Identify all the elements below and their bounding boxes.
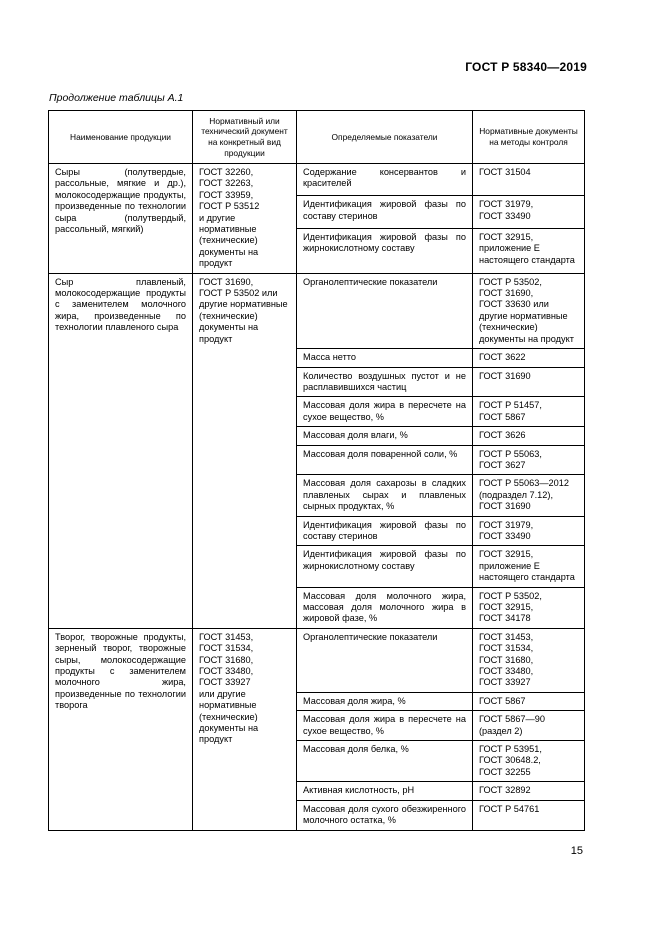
indicator-cell: Массовая доля жира в пересчете на сухое вещество, % [297, 711, 473, 741]
product-document-cell: ГОСТ 31453, ГОСТ 31534, ГОСТ 31680, ГОСТ 33480, ГОСТ 33927 или другие нормативные (технические) документы на продукт [193, 628, 297, 830]
table-row [49, 628, 585, 692]
table-body [49, 164, 585, 831]
method-document-cell: ГОСТ 31453, ГОСТ 31534, ГОСТ 31680, ГОСТ 33480, ГОСТ 33927 [473, 628, 585, 692]
indicator-cell: Массовая доля поваренной соли, % [297, 445, 473, 475]
method-document-cell: ГОСТ 31504 [473, 164, 585, 196]
indicator-cell: Массовая доля жира в пересчете на сухое вещество, % [297, 397, 473, 427]
indicator-cell: Органолептические показатели [297, 273, 473, 348]
indicator-cell: Массовая доля влаги, % [297, 427, 473, 445]
indicator-cell: Количество воздушных пустот и не расплавившихся частиц [297, 367, 473, 397]
indicator-cell: Массовая доля молочного жира, массовая доля молочного жира в жировой фазе, % [297, 587, 473, 628]
column-header-product: Наименование продукции [49, 111, 193, 164]
method-document-cell: ГОСТ 31690 [473, 367, 585, 397]
method-document-cell: ГОСТ 32915, приложение Е настоящего стандарта [473, 546, 585, 587]
indicator-cell: Масса нетто [297, 349, 473, 367]
products-table [48, 110, 585, 831]
table-header-row [49, 111, 585, 164]
page-number: 15 [570, 845, 583, 857]
method-document-cell: ГОСТ 32892 [473, 782, 585, 800]
method-document-cell: ГОСТ Р 53951, ГОСТ 30648.2, ГОСТ 32255 [473, 741, 585, 782]
method-document-cell: ГОСТ 31979, ГОСТ 33490 [473, 196, 585, 228]
indicator-cell: Массовая доля белка, % [297, 741, 473, 782]
method-document-cell: ГОСТ Р 53502, ГОСТ 31690, ГОСТ 33630 или другие нормативные (технические) документы на продукт [473, 273, 585, 348]
method-document-cell: ГОСТ Р 53502, ГОСТ 32915, ГОСТ 34178 [473, 587, 585, 628]
indicator-cell: Массовая доля жира, % [297, 692, 473, 710]
product-document-cell: ГОСТ 31690, ГОСТ Р 53502 или другие нормативные (технические) документы на продукт [193, 273, 297, 628]
standard-designation: ГОСТ Р 58340—2019 [465, 60, 587, 74]
table-row [49, 164, 585, 196]
indicator-cell: Идентификация жировой фазы по жирнокислотному составу [297, 228, 473, 273]
method-document-cell: ГОСТ 5867 [473, 692, 585, 710]
indicator-cell: Активная кислотность, pH [297, 782, 473, 800]
method-document-cell: ГОСТ Р 55063—2012 (подраздел 7.12), ГОСТ 31690 [473, 475, 585, 516]
method-document-cell: ГОСТ 3622 [473, 349, 585, 367]
method-document-cell: ГОСТ 5867—90 (раздел 2) [473, 711, 585, 741]
method-document-cell: ГОСТ Р 54761 [473, 800, 585, 830]
method-document-cell: ГОСТ 31979, ГОСТ 33490 [473, 516, 585, 546]
method-document-cell: ГОСТ Р 55063, ГОСТ 3627 [473, 445, 585, 475]
method-document-cell: ГОСТ Р 51457, ГОСТ 5867 [473, 397, 585, 427]
indicator-cell: Массовая доля сухого обезжиренного молочного остатка, % [297, 800, 473, 830]
method-document-cell: ГОСТ 32915, приложение Е настоящего стандарта [473, 228, 585, 273]
indicator-cell: Идентификация жировой фазы по составу стеринов [297, 516, 473, 546]
indicator-cell: Идентификация жировой фазы по жирнокислотному составу [297, 546, 473, 587]
product-document-cell: ГОСТ 32260, ГОСТ 32263, ГОСТ 33959, ГОСТ Р 53512 и другие нормативные (технические) документы на продукт [193, 164, 297, 274]
product-name-cell: Сыр плавленый, молокосодержащие продукты с заменителем молочного жира, произведенные по технологии плавленого сыра [49, 273, 193, 628]
column-header-methods: Нормативные документы на методы контроля [473, 111, 585, 164]
table-row [49, 273, 585, 348]
method-document-cell: ГОСТ 3626 [473, 427, 585, 445]
table-caption: Продолжение таблицы А.1 [49, 92, 184, 104]
indicator-cell: Содержание консервантов и красителей [297, 164, 473, 196]
column-header-indicators: Определяемые показатели [297, 111, 473, 164]
column-header-document: Нормативный или технический документ на конкретный вид продукции [193, 111, 297, 164]
product-name-cell: Творог, творожные продукты, зерненый творог, творожные сыры, молокосодержащие продукты с заменителем молочного жира, произведенные по технологии творога [49, 628, 193, 830]
indicator-cell: Массовая доля сахарозы в сладких плавленых сырах и плавленых сырных продуктах, % [297, 475, 473, 516]
indicator-cell: Идентификация жировой фазы по составу стеринов [297, 196, 473, 228]
product-name-cell: Сыры (полутвердые, рассольные, мягкие и др.), молокосодержащие продукты, произведенные по технологии сыра (полутвердый, рассольный, мягкий) [49, 164, 193, 274]
indicator-cell: Органолептические показатели [297, 628, 473, 692]
